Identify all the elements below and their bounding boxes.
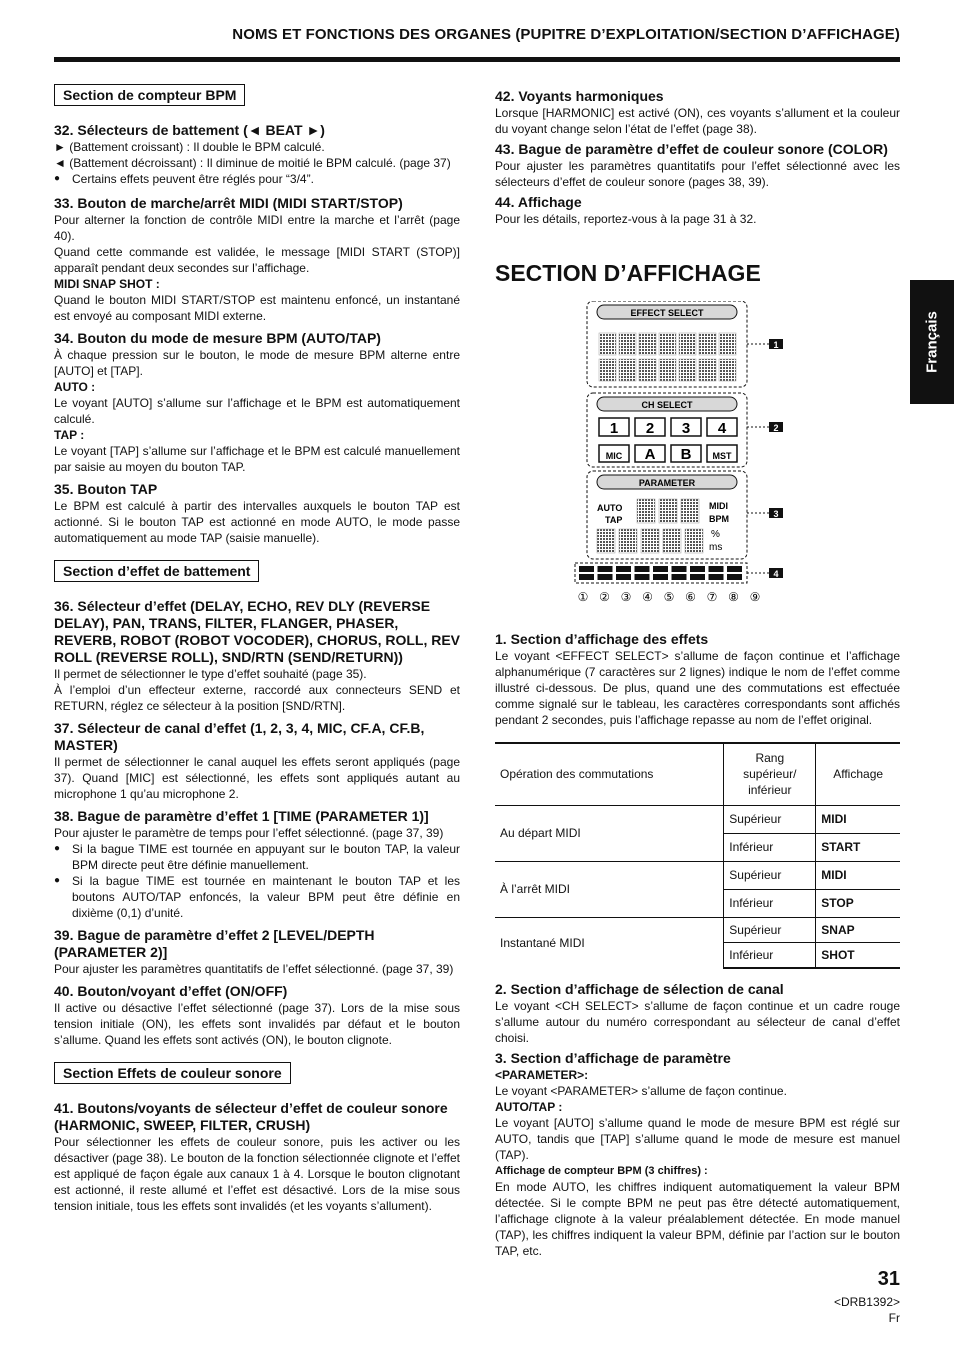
item-heading: 39. Bague de paramètre d’effet 2 [LEVEL/DEPTH (PARAMETER 2)] <box>54 927 375 960</box>
paragraph: Pour les détails, reportez-vous à la page 31 à 32. <box>495 212 757 226</box>
ch-select-label: CH SELECT <box>641 400 693 410</box>
level-segment <box>653 566 668 572</box>
circled-number: ① <box>577 590 589 604</box>
level-segment <box>727 574 742 580</box>
dot-char <box>679 359 696 381</box>
level-segment <box>727 566 742 572</box>
circled-number: ⑤ <box>663 590 675 604</box>
dot-char <box>639 333 656 355</box>
page-header: NOMS ET FONCTIONS DES ORGANES (PUPITRE D’EXPLOITATION/SECTION D’AFFICHAGE) <box>232 26 900 43</box>
callout-number: 3 <box>773 509 779 519</box>
display-diagram <box>495 301 900 621</box>
level-segment <box>690 574 705 580</box>
table-header-cell: Opération des commutations <box>495 743 724 805</box>
channel-number: 4 <box>717 420 727 437</box>
circled-number: ⑦ <box>706 590 718 604</box>
dot-char <box>699 333 716 355</box>
channel-label: B <box>680 446 692 463</box>
circled-numbers <box>578 590 761 604</box>
paragraph: Lorsque [HARMONIC] est activé (ON), ces voyants s’allument et la couleur du voyant change selon l’état de l’effet (page 38). <box>495 106 900 136</box>
table-header-cell: Affichage <box>816 743 900 805</box>
paragraph: Le voyant [TAP] s’allume sur l’affichage et le BPM est calculé manuellement par saisie au moyen du bouton TAP. <box>54 444 460 474</box>
dot-char <box>639 359 656 381</box>
level-segment <box>709 566 724 572</box>
dot-char <box>599 333 616 355</box>
level-segment <box>690 566 705 572</box>
dot-char <box>719 333 736 355</box>
paragraph: AUTO/TAP : <box>495 1099 563 1114</box>
paragraph: Il permet de sélectionner le type d’effet souhaité (page 35). <box>54 667 367 681</box>
header-rule <box>54 57 900 62</box>
channel-label: MIC <box>605 451 623 461</box>
paragraph: Le voyant [AUTO] s’allume quand le mode de mesure BPM est réglé sur AUTO, tandis que [TAP] s’allume quand le mode de mesure est manuel (TAP). <box>495 1115 900 1162</box>
callout-number: 1 <box>773 340 779 350</box>
paragraph: À l’emploi d’un effecteur externe, raccordé aux connecteurs SEND et RETURN, réglez ce sélecteur à la position [SND/RTN]. <box>54 683 460 713</box>
level-segment <box>598 566 613 572</box>
table-cell: Au départ MIDI <box>495 805 724 861</box>
table-row <box>495 805 900 833</box>
table-cell: SNAP <box>816 917 900 942</box>
table-row <box>495 743 900 805</box>
paragraph: Affichage de compteur BPM (3 chiffres) : <box>495 1164 708 1177</box>
paragraph: Le voyant <EFFECT SELECT> s’allume de façon continue et l’affichage alphanumérique (7 caractères sur 2 lignes) indique le nom de l’effet comme illustré ci-dessous. De plus, quand une des commutations est effectuée comme signalé sur le tableau, les caractères correspondants sont affichés pendant 2 secondes, puis l’affichage repasse au nom de l’effet original. <box>495 649 900 727</box>
circled-number: ⑥ <box>685 590 696 604</box>
table-cell: MIDI <box>816 861 900 889</box>
paragraph: Quand le bouton MIDI START/STOP est maintenu enfoncé, un instantané est envoyé au composant MIDI externe. <box>54 293 460 323</box>
channel-label: MST <box>712 451 732 461</box>
item-heading: 32. Sélecteurs de battement (◄ BEAT ►) <box>54 122 325 138</box>
section-heading: Section Effets de couleur sonore <box>54 1062 291 1084</box>
paragraph: Le BPM est calculé à partir des intervalles auxquels le bouton TAP est actionné. Si le bouton TAP est actionné en mode AUTO, le mode passe automatiquement au mode TAP (saisie manuelle). <box>54 499 460 545</box>
bullet-item: ● Si la bague TIME est tournée en appuyant sur le bouton TAP, la valeur BPM directe peut être définie manuellement. <box>54 841 460 873</box>
item-heading: 38. Bague de paramètre d’effet 1 [TIME (PARAMETER 1)] <box>54 808 429 824</box>
dot-char <box>659 333 676 355</box>
item-heading: 2. Section d’affichage de sélection de canal <box>495 980 784 997</box>
level-segment <box>635 566 650 572</box>
table-cell: MIDI <box>816 805 900 833</box>
level-segment <box>579 566 594 572</box>
channel-number: 1 <box>609 420 619 437</box>
dot-char <box>699 359 716 381</box>
right-column <box>495 84 900 1259</box>
paragraph: À chaque pression sur le bouton, le mode de mesure BPM alterne entre [AUTO] et [TAP]. <box>54 348 460 378</box>
circled-number: ④ <box>642 590 653 604</box>
paragraph: Pour sélectionner les effets de couleur sonore, puis les activer ou les désactiver (page 38). Le bouton de la fonction sélectionnée clignote et l’effet est appliqué de façon égale aux canaux 1 à 4. Lorsque le bouton clignotant est actionné, il reste allumé et l’effet est désactivé. Lors de la mise sous tension initiale, tous les effets sont invalidés (et les voyants s’allument). <box>54 1135 460 1213</box>
switch-table <box>495 742 900 969</box>
auto-label: AUTO <box>597 503 623 513</box>
table-cell: Supérieur <box>724 917 816 942</box>
paragraph: Pour alterner la fonction de contrôle MIDI entre la marche et l’arrêt (page 40). <box>54 213 460 243</box>
doc-code: <DRB1392> Fr <box>833 1295 900 1325</box>
paragraph: En mode AUTO, les chiffres indiquent automatiquement la valeur BPM détectée. Si le compte BPM ne peut pas être détecté automatiquement, l’affichage clignote à la valeur préalablement détectée. En mode manuel (TAP), les chiffres indiquent la valeur BPM, définie par l’action sur le bouton TAP, etc. <box>495 1179 900 1258</box>
circled-number: ⑧ <box>728 590 739 604</box>
dot-char <box>659 359 676 381</box>
level-segment <box>653 574 668 580</box>
circled-number: ② <box>599 590 610 604</box>
table-row <box>495 917 900 942</box>
table-row <box>495 861 900 889</box>
paragraph: Le voyant [AUTO] s’allume sur l’affichage et le BPM est automatiquement calculé. <box>54 396 460 426</box>
param-digit <box>597 529 615 553</box>
ms-label: ms <box>709 542 723 553</box>
param-digit <box>663 529 681 553</box>
channel-number: 3 <box>681 420 691 437</box>
table-header-cell: Rang supérieur/ inférieur <box>724 743 816 805</box>
table-cell: STOP <box>816 889 900 917</box>
channel-boxes <box>599 418 737 463</box>
param-digit <box>685 529 703 553</box>
level-segment <box>672 574 687 580</box>
paragraph: AUTO : <box>54 380 96 394</box>
item-heading: 1. Section d’affichage des effets <box>495 631 709 647</box>
paragraph: Pour ajuster les paramètres quantitatifs pour l’effet sélectionné avec les sélecteurs d’effet de couleur sonore (pages 38, 39). <box>495 159 900 189</box>
language-tab: Français <box>910 280 954 404</box>
bullet-item: ● Si la bague TIME est tournée en maintenant le bouton TAP et les boutons AUTO/TAP enfoncés, la valeur BPM peut être définie en dixième (0,1) d’unité. <box>54 873 460 921</box>
item-heading: 40. Bouton/voyant d’effet (ON/OFF) <box>54 983 288 999</box>
table-cell: SHOT <box>816 942 900 968</box>
level-segments <box>579 566 742 580</box>
bpm-label: BPM <box>709 514 729 524</box>
level-segment <box>598 574 613 580</box>
param-digit <box>641 529 659 553</box>
page-number: 31 <box>877 1268 900 1290</box>
item-heading: 36. Sélecteur d’effet (DELAY, ECHO, REV DLY (REVERSE DELAY), PAN, TRANS, FILTER, FLANGER, PHASER, REVERB, ROBOT (ROBOT VOCODER), CHORUS, ROLL, REV ROLL (REVERSE ROLL), SND/RTN (SEND/RETURN)) <box>54 598 461 665</box>
paragraph: Quand cette commande est validée, le message [MIDI START (STOP)] apparaît pendant deux secondes sur l’affichage. <box>54 245 460 275</box>
table-cell: Instantané MIDI <box>495 917 724 968</box>
dot-char <box>619 333 636 355</box>
table-cell: Inférieur <box>724 833 816 861</box>
level-segment <box>672 566 687 572</box>
item-heading: 42. Voyants harmoniques <box>495 88 664 104</box>
item-heading: 34. Bouton du mode de mesure BPM (AUTO/TAP) <box>54 330 381 346</box>
section-heading: Section d’effet de battement <box>54 560 259 582</box>
dot-char <box>599 359 616 381</box>
item-heading: 33. Bouton de marche/arrêt MIDI (MIDI START/STOP) <box>54 195 403 211</box>
channel-number: 2 <box>645 420 655 437</box>
paragraph: Il permet de sélectionner le canal auquel les effets seront appliqués (page 37). Quand [MIC] est sélectionné, les effets sont appliqués autant au microphone 1 qu’au microphone 2. <box>54 755 460 801</box>
dot-matrix-rows <box>599 333 736 381</box>
level-segment <box>579 574 594 580</box>
item-heading: 3. Section d’affichage de paramètre <box>495 1049 731 1066</box>
table-cell: Inférieur <box>724 889 816 917</box>
parameter-label: PARAMETER <box>638 478 696 488</box>
item-heading: 43. Bague de paramètre d’effet de couleur sonore (COLOR) <box>495 141 888 157</box>
dot-char <box>619 359 636 381</box>
bpm-digit <box>637 499 655 523</box>
table-cell: Inférieur <box>724 942 816 968</box>
section-title: SECTION D’AFFICHAGE <box>495 260 761 286</box>
paragraph: Le voyant <CH SELECT> s’allume de façon continue et un cadre rouge s’allume autour du numéro correspondant au sélecteur de canal d’effet choisi. <box>495 998 900 1045</box>
paragraph: Il active ou désactive l’effet sélectionné (page 37). Lors de la mise sous tension initiale (ON), les effets sont invalidés par défaut et le bouton s’allume. Quand les effets sont activés (ON), le bouton clignote. <box>54 1001 460 1047</box>
paragraph: MIDI SNAP SHOT : <box>54 277 160 291</box>
bullet-item: ● Certains effets peuvent être réglés pour “3/4”. <box>54 171 460 187</box>
item-heading: 41. Boutons/voyants de sélecteur d’effet de couleur sonore (HARMONIC, SWEEP, FILTER, CRUSH) <box>54 1100 448 1133</box>
item-heading: 37. Sélecteur de canal d’effet (1, 2, 3, 4, MIC, CF.A, CF.B, MASTER) <box>54 720 425 753</box>
callout-markers <box>747 339 783 579</box>
table-cell: Supérieur <box>724 861 816 889</box>
circled-number: ③ <box>620 590 632 604</box>
level-segment <box>709 574 724 580</box>
callout-number: 2 <box>773 423 779 433</box>
level-segment <box>616 574 631 580</box>
paragraph: <PARAMETER>: <box>495 1067 589 1082</box>
paragraph: ► (Battement croissant) : Il double le BPM calculé. <box>54 140 325 154</box>
percent-label: % <box>711 529 720 540</box>
table-cell: Supérieur <box>724 805 816 833</box>
tap-label: TAP <box>605 515 623 525</box>
param-digit <box>619 529 637 553</box>
paragraph: TAP : <box>54 428 85 442</box>
channel-label: A <box>644 446 656 463</box>
midi-label: MIDI <box>709 501 728 511</box>
item-heading: 44. Affichage <box>495 194 582 210</box>
table-cell: À l’arrêt MIDI <box>495 861 724 917</box>
level-segment <box>616 566 631 572</box>
circled-number: ⑨ <box>749 590 761 604</box>
item-heading: 35. Bouton TAP <box>54 481 158 497</box>
level-segment <box>635 574 650 580</box>
dot-char <box>679 333 696 355</box>
callout-number: 4 <box>773 569 779 579</box>
paragraph: Pour ajuster le paramètre de temps pour l’effet sélectionné. (page 37, 39) <box>54 826 444 840</box>
section-heading: Section de compteur BPM <box>54 84 245 106</box>
paragraph: Pour ajuster les paramètres quantitatifs de l’effet sélectionné. (page 37, 39) <box>54 962 454 976</box>
left-column <box>54 84 460 1214</box>
effect-select-label: EFFECT SELECT <box>630 308 704 318</box>
table-cell: START <box>816 833 900 861</box>
paragraph: ◄ (Battement décroissant) : Il diminue de moitié le BPM calculé. (page 37) <box>54 156 451 170</box>
display-illustration <box>495 301 900 611</box>
bpm-digit <box>659 499 677 523</box>
paragraph: Le voyant <PARAMETER> s’allume de façon continue. <box>495 1083 787 1098</box>
dot-char <box>719 359 736 381</box>
bpm-digit <box>681 499 699 523</box>
